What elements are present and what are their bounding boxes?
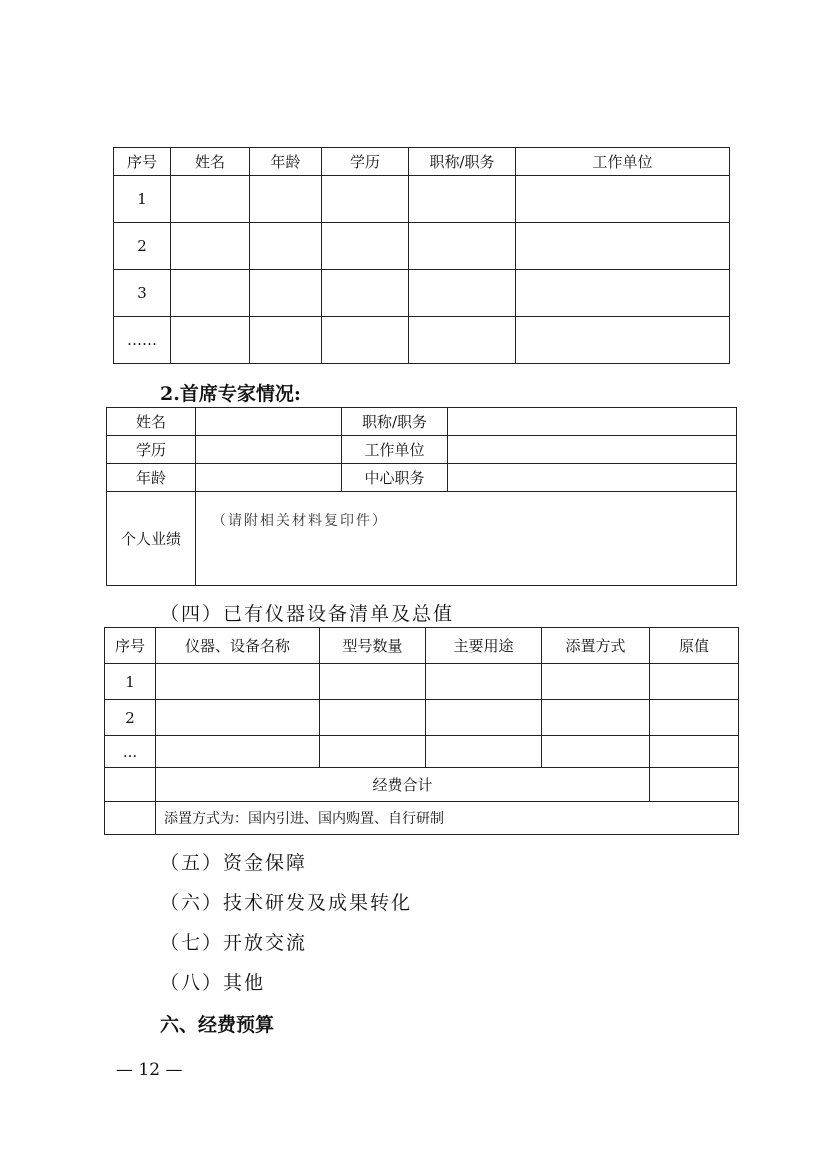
section-rd: （六）技术研发及成果转化 bbox=[160, 892, 413, 914]
table-cell bbox=[409, 270, 516, 317]
table-cell bbox=[516, 317, 730, 364]
table-row bbox=[114, 317, 730, 364]
table-row bbox=[114, 223, 730, 270]
header-cell: 仪器、设备名称 bbox=[156, 628, 320, 664]
table-cell bbox=[105, 768, 156, 802]
table-cell: ... bbox=[105, 736, 156, 768]
title-field bbox=[448, 408, 737, 436]
name-label: 姓名 bbox=[107, 408, 196, 436]
table-cell bbox=[542, 700, 650, 736]
header-cell: 主要用途 bbox=[426, 628, 542, 664]
table-cell bbox=[542, 736, 650, 768]
header-cell: 姓名 bbox=[171, 148, 250, 176]
total-value bbox=[650, 768, 739, 802]
table-cell bbox=[171, 270, 250, 317]
page-number: — 12 — bbox=[116, 1060, 183, 1080]
table-cell bbox=[426, 736, 542, 768]
header-cell: 工作单位 bbox=[516, 148, 730, 176]
team-members-table bbox=[113, 147, 730, 364]
chief-expert-heading: 2.首席专家情况: bbox=[160, 383, 301, 405]
table-row bbox=[105, 700, 739, 736]
age-label: 年龄 bbox=[107, 464, 196, 492]
table-cell: 2 bbox=[105, 700, 156, 736]
table-cell bbox=[409, 317, 516, 364]
table-cell bbox=[105, 802, 156, 835]
table-cell bbox=[516, 270, 730, 317]
table-cell bbox=[156, 736, 320, 768]
header-cell: 序号 bbox=[114, 148, 171, 176]
section-exchange: （七）开放交流 bbox=[160, 932, 308, 954]
table-cell bbox=[409, 223, 516, 270]
table-cell bbox=[171, 317, 250, 364]
table-header-row bbox=[105, 628, 739, 664]
table-cell bbox=[516, 176, 730, 223]
table-cell bbox=[409, 176, 516, 223]
table-cell bbox=[322, 176, 409, 223]
table-row bbox=[114, 176, 730, 223]
header-cell: 型号数量 bbox=[320, 628, 426, 664]
table-cell bbox=[320, 736, 426, 768]
total-row bbox=[105, 768, 739, 802]
achievement-label: 个人业绩 bbox=[107, 492, 196, 586]
section-funding: （五）资金保障 bbox=[160, 852, 308, 874]
section-other: （八）其他 bbox=[160, 972, 266, 994]
header-cell: 原值 bbox=[650, 628, 739, 664]
header-cell: 年龄 bbox=[250, 148, 322, 176]
header-cell: 序号 bbox=[105, 628, 156, 664]
table-cell: 2 bbox=[114, 223, 171, 270]
chief-expert-table bbox=[106, 407, 737, 586]
budget-heading: 六、经费预算 bbox=[160, 1014, 275, 1036]
table-cell: 1 bbox=[105, 664, 156, 700]
equipment-table bbox=[104, 627, 739, 835]
achievement-note: （请附相关材料复印件） bbox=[196, 492, 737, 586]
table-cell bbox=[322, 223, 409, 270]
table-cell bbox=[650, 736, 739, 768]
acquisition-method-note: 添置方式为：国内引进、国内购置、自行研制 bbox=[156, 802, 739, 835]
table-cell bbox=[250, 270, 322, 317]
table-row bbox=[105, 736, 739, 768]
table-row bbox=[114, 270, 730, 317]
table-cell bbox=[426, 664, 542, 700]
table-cell bbox=[171, 176, 250, 223]
table-cell bbox=[320, 700, 426, 736]
table-cell bbox=[250, 176, 322, 223]
table-header-row bbox=[114, 148, 730, 176]
method-row bbox=[105, 802, 739, 835]
table-cell bbox=[156, 700, 320, 736]
table-cell bbox=[320, 664, 426, 700]
education-label: 学历 bbox=[107, 436, 196, 464]
table-cell bbox=[171, 223, 250, 270]
work-unit-label: 工作单位 bbox=[342, 436, 448, 464]
table-cell bbox=[426, 700, 542, 736]
title-label: 职称/职务 bbox=[342, 408, 448, 436]
table-cell bbox=[516, 223, 730, 270]
table-cell bbox=[542, 664, 650, 700]
table-cell: 1 bbox=[114, 176, 171, 223]
table-row bbox=[105, 664, 739, 700]
total-label: 经费合计 bbox=[156, 768, 650, 802]
table-cell: …… bbox=[114, 317, 171, 364]
equipment-section-heading: （四）已有仪器设备清单及总值 bbox=[160, 603, 455, 625]
table-cell bbox=[250, 223, 322, 270]
table-cell: 3 bbox=[114, 270, 171, 317]
header-cell: 职称/职务 bbox=[409, 148, 516, 176]
table-cell bbox=[322, 317, 409, 364]
work-unit-field bbox=[448, 436, 737, 464]
name-field bbox=[196, 408, 342, 436]
education-field bbox=[196, 436, 342, 464]
age-field bbox=[196, 464, 342, 492]
table-cell bbox=[322, 270, 409, 317]
table-cell bbox=[650, 700, 739, 736]
center-role-field bbox=[448, 464, 737, 492]
table-cell bbox=[156, 664, 320, 700]
header-cell: 添置方式 bbox=[542, 628, 650, 664]
center-role-label: 中心职务 bbox=[342, 464, 448, 492]
table-cell bbox=[650, 664, 739, 700]
header-cell: 学历 bbox=[322, 148, 409, 176]
table-cell bbox=[250, 317, 322, 364]
